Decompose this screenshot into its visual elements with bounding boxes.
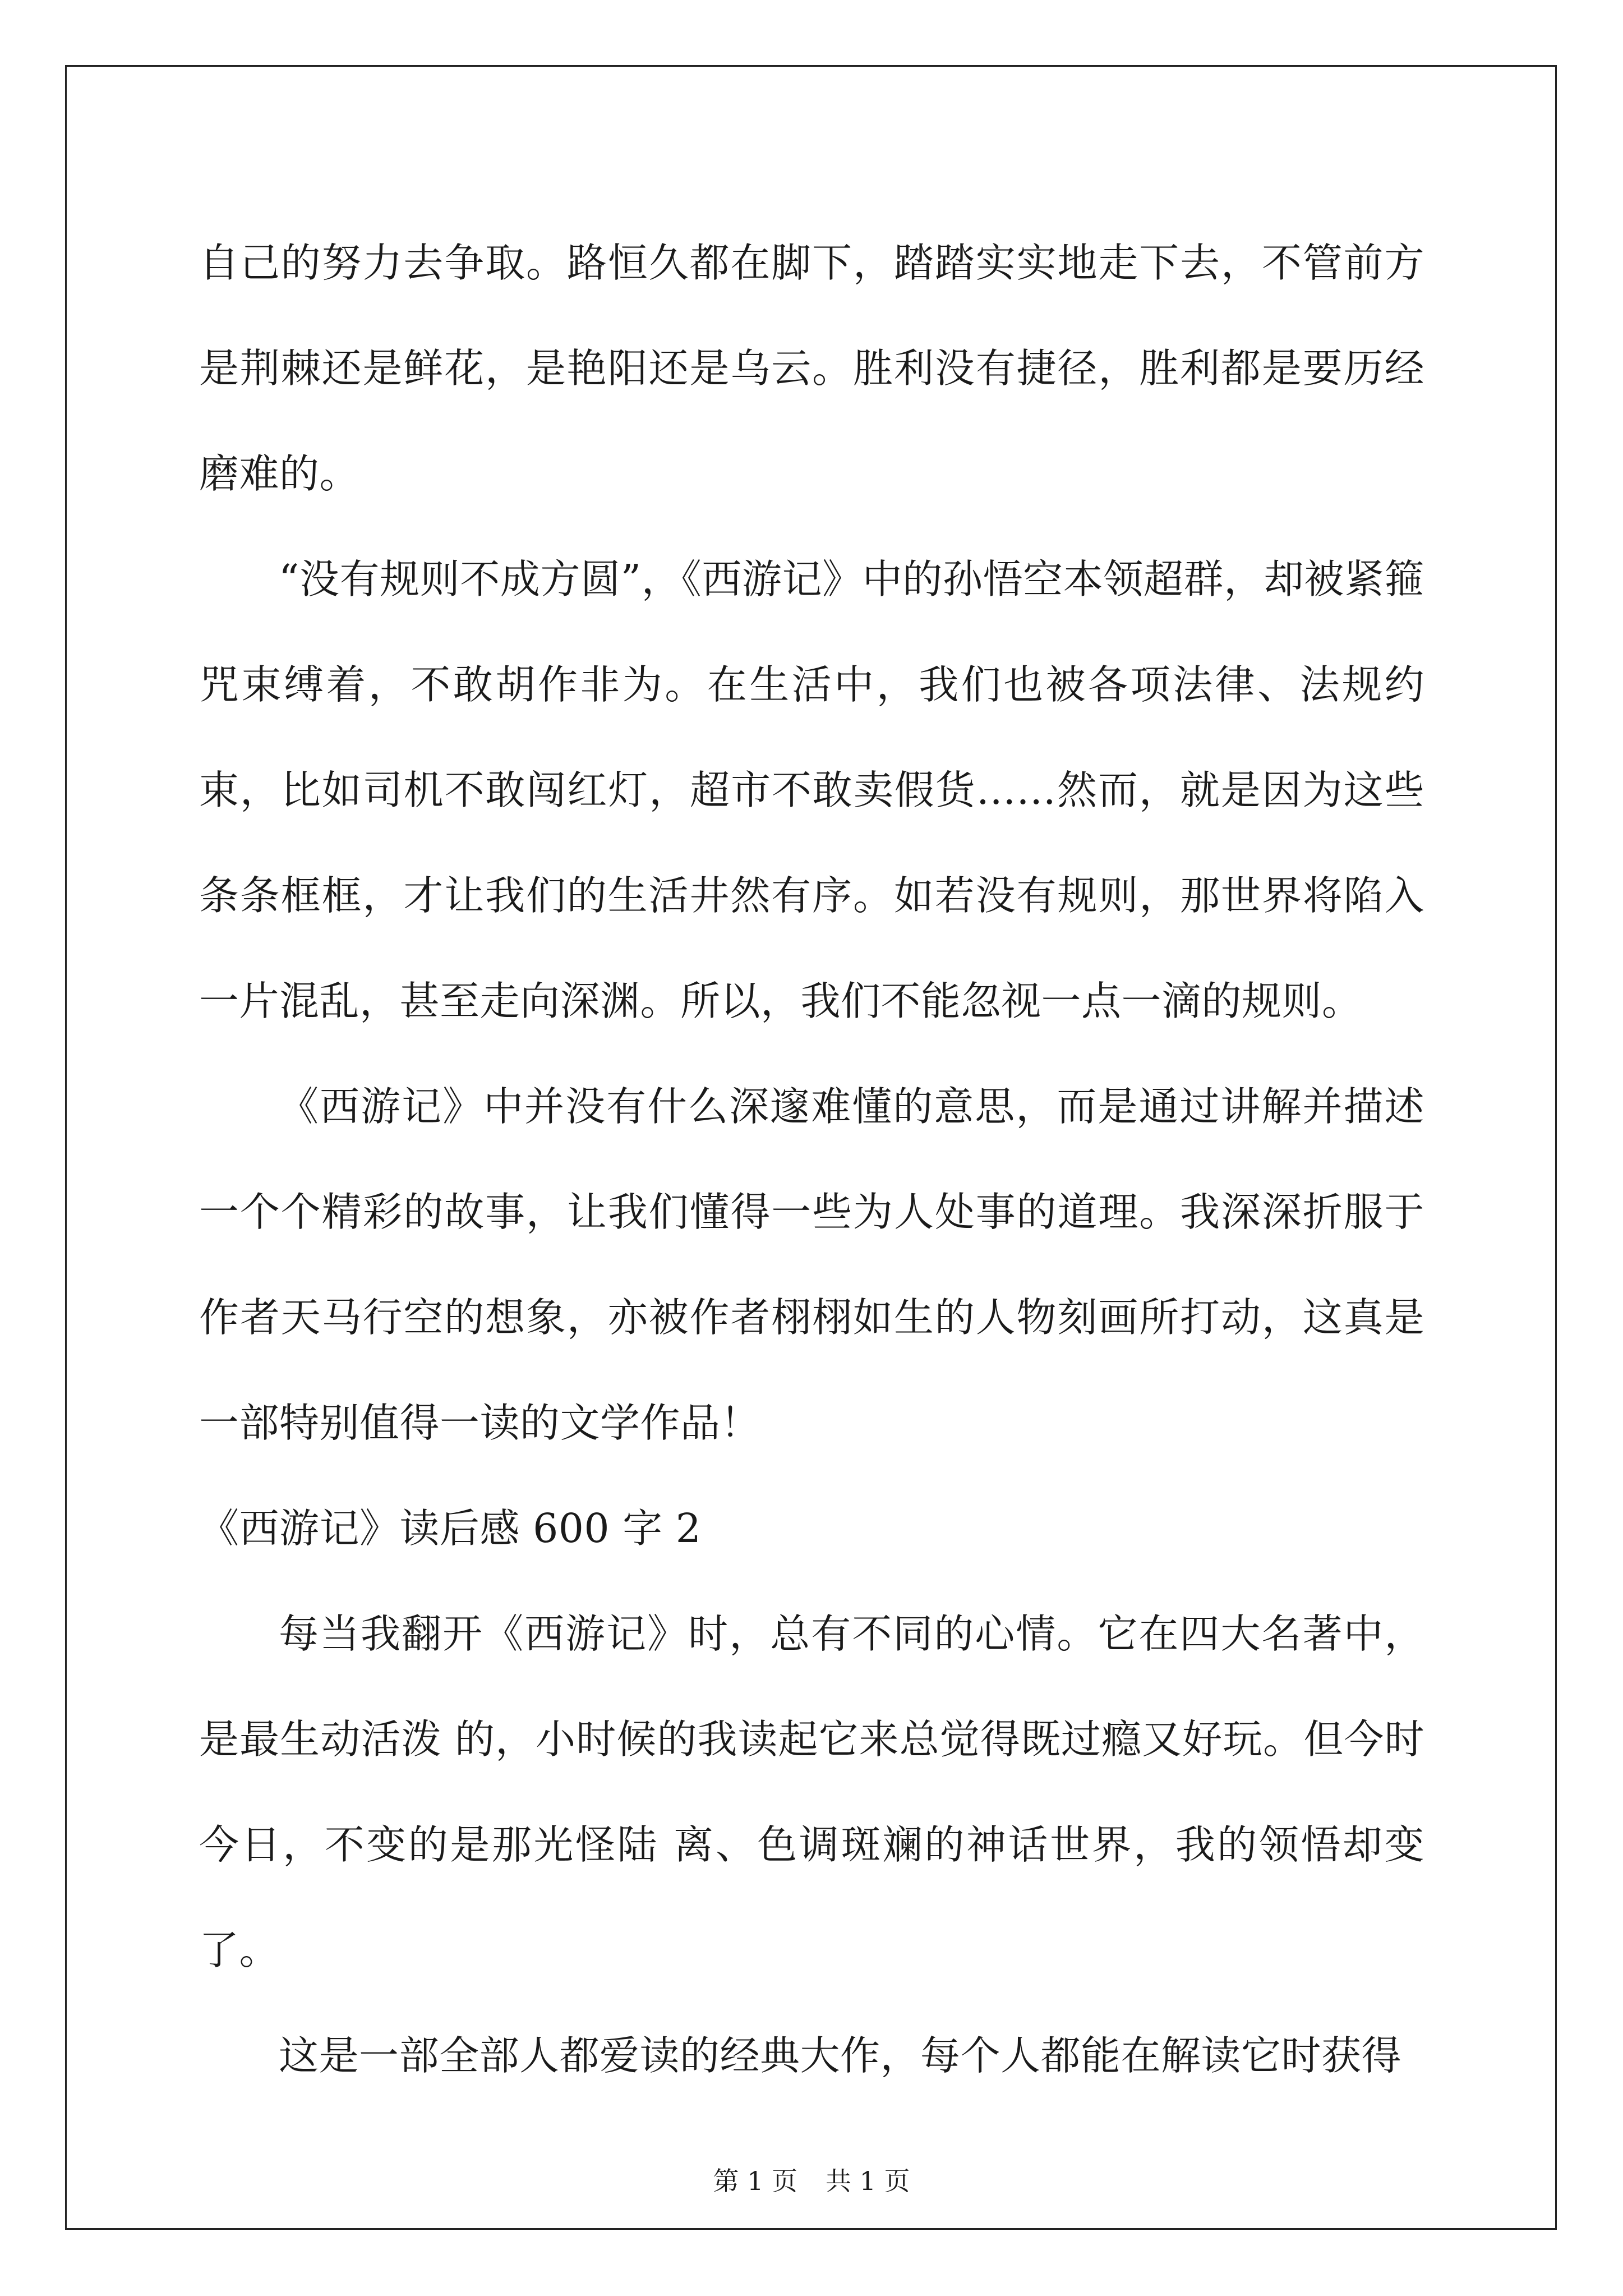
- paragraph: 每当我翻开《西游记》时，总有不同的心情。它在四大名著中，是最生动活泼 的，小时候的我读起它来总觉得既过瘾又好玩。但今时今日，不变的是那光怪陆 离、色调斑斓的神话世界，我的领悟却变了。: [199, 1611, 1424, 1973]
- page-total: 共 1 页: [826, 2166, 910, 2196]
- section-heading: 《西游记》读后感 600 字 2: [199, 1505, 702, 1552]
- paragraph: 《西游记》中并没有什么深邃难懂的意思，而是通过讲解并描述一个个精彩的故事，让我们懂得一些为人处事的道理。我深深折服于作者天马行空的想象，亦被作者栩栩如生的人物刻画所打动，这真是一部特别值得一读的文学作品！: [199, 1083, 1424, 1446]
- page-footer: [0, 2164, 1623, 2198]
- paragraph: “没有规则不成方圆”，《西游记》中的孙悟空本领超群，却被紧箍咒束缚着，不敢胡作非为。在生活中，我们也被各项法律、法规约束，比如司机不敢闯红灯，超市不敢卖假货……然而，就是因为这些条条框框，才让我们的生活井然有序。如若没有规则，那世界将陷入一片混乱，甚至走向深渊。所以，我们不能忽视一点一滴的规则。: [199, 556, 1424, 1024]
- document-body: [199, 210, 1424, 2109]
- page-number: 第 1 页: [713, 2166, 797, 2196]
- paragraph: 自己的努力去争取。路恒久都在脚下，踏踏实实地走下去，不管前方是荆棘还是鲜花，是艳阳还是乌云。胜利没有捷径，胜利都是要历经磨难的。: [199, 240, 1424, 497]
- paragraph: 这是一部全部人都爱读的经典大作，每个人都能在解读它时获得: [279, 2032, 1402, 2079]
